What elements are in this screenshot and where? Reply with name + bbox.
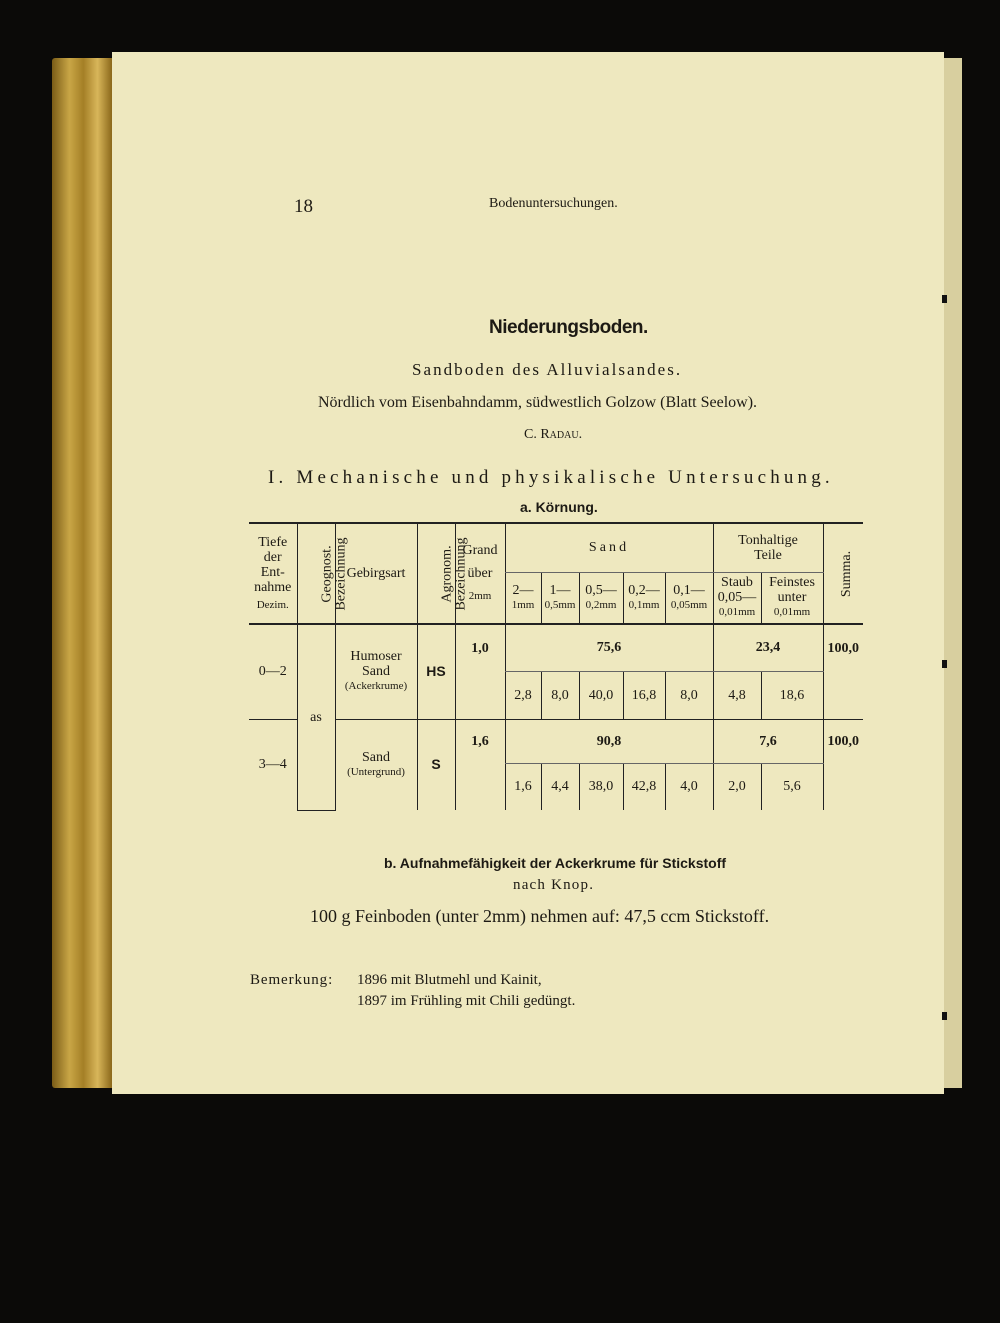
nach-knop: nach Knop. bbox=[513, 877, 595, 893]
header-sand-05-02 bbox=[579, 572, 623, 624]
header-summa bbox=[823, 524, 863, 624]
section-title: I. Mechanische und physikalische Untersuchung. bbox=[268, 467, 834, 488]
cell-sand-value: 2,8 bbox=[505, 671, 541, 719]
header-tiefe-line: der bbox=[263, 549, 282, 565]
subsection-b: b. Aufnahmefähigkeit der Ackerkrume für Stickstoff bbox=[384, 855, 727, 871]
cell-sand-total: 75,6 bbox=[505, 624, 713, 671]
cell-gebirgsart-line: Humoser bbox=[350, 649, 402, 665]
header-tonhaltige-line: Tonhaltige bbox=[738, 532, 798, 548]
cell-grand: 1,6 bbox=[455, 719, 505, 763]
header-agronom-line: Agronom. bbox=[439, 544, 455, 603]
header-tonhaltige bbox=[713, 524, 823, 572]
cell-sand-value: 42,8 bbox=[623, 763, 665, 810]
header-grand-line: über bbox=[467, 566, 493, 581]
cell-ton-total: 23,4 bbox=[713, 624, 823, 671]
header-staub bbox=[713, 572, 761, 624]
header-summa-text: Summa. bbox=[838, 550, 854, 598]
cell-summa-empty bbox=[823, 763, 863, 810]
bemerkung-line: 1896 mit Blutmehl und Kainit, bbox=[357, 972, 542, 988]
header-sub-line: 0,01mm bbox=[718, 606, 756, 619]
header-sub-line: Staub bbox=[721, 575, 753, 591]
cell-gebirgsart-line: Sand bbox=[362, 664, 390, 680]
cell-ton-value: 18,6 bbox=[761, 671, 823, 719]
subsection-a: a. Körnung. bbox=[520, 499, 598, 515]
header-sand-1-05 bbox=[541, 572, 579, 624]
header-sub-line: 0,5mm bbox=[544, 598, 576, 611]
header-sub-line: Feinstes bbox=[769, 575, 815, 591]
page-title: Niederungsboden. bbox=[489, 317, 648, 338]
header-geognost-line: Geognost. bbox=[319, 544, 335, 603]
cell-sand-value: 1,6 bbox=[505, 763, 541, 810]
cell-ton-value: 5,6 bbox=[761, 763, 823, 810]
cell-grand: 1,0 bbox=[455, 624, 505, 671]
cell-grand-empty bbox=[455, 671, 505, 719]
cell-summa: 100,0 bbox=[823, 719, 863, 763]
header-tiefe bbox=[249, 524, 297, 624]
cell-sand-value: 8,0 bbox=[541, 671, 579, 719]
running-title: Bodenuntersuchungen. bbox=[489, 196, 618, 211]
cell-gebirgsart-note: (Ackerkrume) bbox=[344, 680, 408, 693]
cell-sand-value: 8,0 bbox=[665, 671, 713, 719]
header-sub-line: 0,05mm bbox=[670, 598, 708, 611]
cell-agronom: HS bbox=[417, 624, 455, 719]
header-sub-line: 2— bbox=[512, 582, 534, 598]
header-sub-line: 0,1— bbox=[673, 582, 705, 598]
stickstoff-line: 100 g Feinboden (unter 2mm) nehmen auf: 47,5 ccm Stickstoff. bbox=[310, 906, 770, 926]
page-number: 18 bbox=[294, 196, 313, 217]
header-sand-02-01 bbox=[623, 572, 665, 624]
cell-geognost: as bbox=[297, 624, 335, 810]
table-row bbox=[249, 624, 863, 671]
cell-sand-value: 16,8 bbox=[623, 671, 665, 719]
cell-tiefe: 3—4 bbox=[258, 757, 287, 773]
header-sub-line: 1mm bbox=[511, 598, 535, 611]
bemerkung-label: Bemerkung: bbox=[250, 972, 334, 988]
margin-mark bbox=[942, 295, 947, 303]
cell-sand-total: 90,8 bbox=[505, 719, 713, 763]
cell-sand-value: 40,0 bbox=[579, 671, 623, 719]
header-tiefe-unit: Dezim. bbox=[256, 598, 289, 611]
header-sand: Sand bbox=[505, 524, 713, 572]
subtitle: Sandboden des Alluvialsandes. bbox=[412, 360, 683, 379]
dark-background bbox=[962, 40, 1000, 1323]
cell-gebirgsart-line: Sand bbox=[362, 749, 390, 765]
table-row bbox=[249, 719, 863, 763]
cell-grand-empty bbox=[455, 763, 505, 810]
header-geognost bbox=[297, 524, 349, 624]
header-geognost-line: Bezeichnung bbox=[333, 536, 349, 611]
author: C. Radau. bbox=[524, 427, 583, 442]
header-sand-01-005 bbox=[665, 572, 713, 624]
header-sub-line: unter bbox=[777, 590, 807, 606]
header-gebirgsart: Gebirgsart bbox=[335, 524, 417, 624]
cell-sand-value: 38,0 bbox=[579, 763, 623, 810]
cell-sand-value: 4,4 bbox=[541, 763, 579, 810]
header-tiefe-line: Tiefe bbox=[258, 534, 288, 550]
cell-ton-value: 4,8 bbox=[713, 671, 761, 719]
header-sub-line: 0,2— bbox=[628, 582, 660, 598]
header-tiefe-line: nahme bbox=[254, 579, 292, 595]
cell-tiefe: 0—2 bbox=[249, 624, 297, 719]
header-feinstes bbox=[761, 572, 823, 624]
header-sub-line: 0,2mm bbox=[585, 598, 617, 611]
cell-summa-empty bbox=[823, 671, 863, 719]
header-sub-line: 0,5— bbox=[585, 582, 617, 598]
koernung-table bbox=[249, 524, 863, 811]
bemerkung-line: 1897 im Frühling mit Chili gedüngt. bbox=[357, 993, 576, 1009]
cell-gebirgsart-note: (Untergrund) bbox=[347, 765, 405, 778]
header-tonhaltige-line: Teile bbox=[754, 547, 782, 563]
cell-ton-total: 7,6 bbox=[713, 719, 823, 763]
header-agronom-line: Bezeichnung bbox=[453, 536, 469, 611]
header-sub-line: 0,05— bbox=[717, 590, 757, 606]
header-sub-line: 0,01mm bbox=[773, 606, 811, 619]
cell-gebirgsart bbox=[335, 624, 417, 719]
cell-gebirgsart bbox=[335, 719, 417, 810]
cell-summa: 100,0 bbox=[823, 624, 863, 671]
margin-mark bbox=[942, 660, 947, 668]
header-sub-line: 0,1mm bbox=[628, 598, 660, 611]
header-sub-line: 1— bbox=[549, 582, 571, 598]
cell-ton-value: 2,0 bbox=[713, 763, 761, 810]
header-agronom bbox=[417, 524, 469, 624]
cell-sand-value: 4,0 bbox=[665, 763, 713, 810]
header-sand-2-1 bbox=[505, 572, 541, 624]
cell-agronom: S bbox=[417, 719, 455, 810]
header-grand-unit: 2mm bbox=[468, 590, 492, 602]
header-grand-line: Grand bbox=[462, 543, 498, 558]
location-line: Nördlich vom Eisenbahndamm, südwestlich Golzow (Blatt Seelow). bbox=[318, 394, 758, 411]
margin-mark bbox=[942, 1012, 947, 1020]
header-tiefe-line: Ent- bbox=[260, 564, 285, 580]
